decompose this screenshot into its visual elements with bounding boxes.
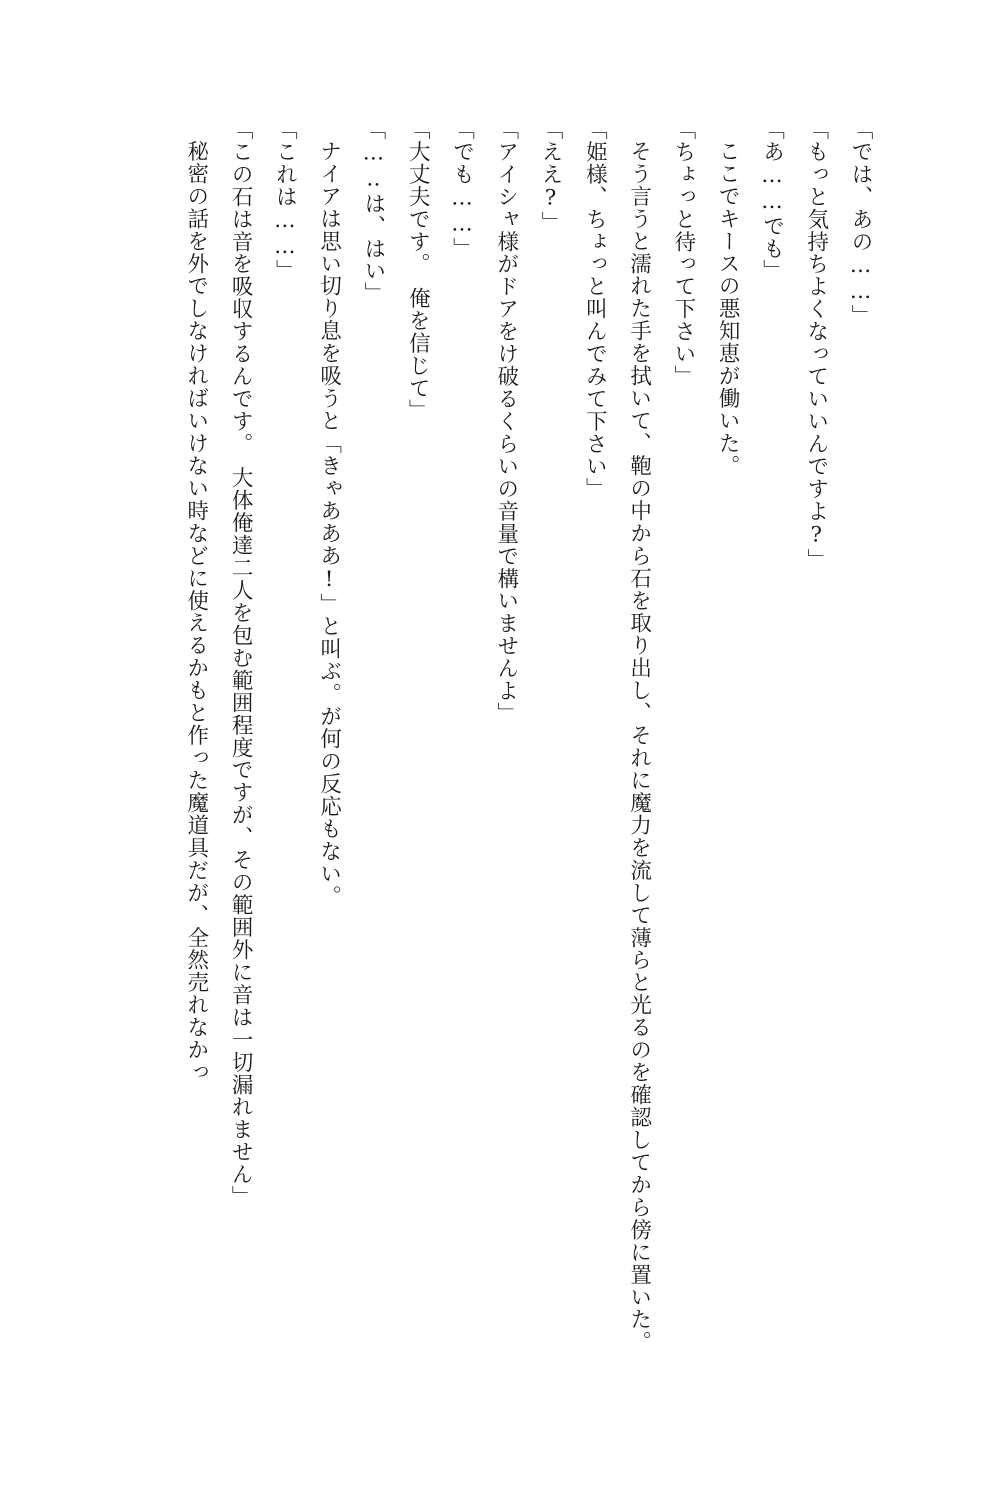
paragraph: 「あ……でも」 [759,118,785,283]
vertical-text-body [80,118,882,1390]
paragraph: 「でも……」 [449,118,475,260]
paragraph: 「ちょっと待って下さい」 [670,118,696,388]
paragraph: 「大丈夫です。 俺を信じて」 [405,118,431,422]
paragraph: ナイアは思い切り息を吸うと「きゃあああ!」と叫ぶ。が何の反応もない。 [316,139,342,907]
paragraph: そう言うと濡れた手を拭いて、鞄の中から石を取り出し、それに魔力を流して薄らと光るのを確認してから傍に置いた。 [626,139,652,1353]
paragraph: 秘密の話を外でしなければいけない時などに使えるかもと作った魔道具だが、全然売れなかっ [183,139,209,1084]
paragraph: 「…‥は、はい」 [360,118,386,305]
paragraph: 「では、あの……」 [848,118,873,328]
paragraph: 「アイシャ様がドアをけ破るくらいの音量で構いませんよ」 [493,118,519,725]
paragraph: 「もっと気持ちよくなっていいんですよ?」 [803,118,829,571]
paragraph: 「これは……」 [272,118,298,283]
paragraph: 「ええ?」 [538,118,564,234]
paragraph: 「この石は音を吸収するんです。 大体俺達二人を包む範囲程度ですが、その範囲外に音は一切漏れません」 [228,118,254,1209]
paragraph: ここでキースの悪知恵が働いた。 [715,139,741,477]
paragraph: 「姫様、ちょっと叫んでみて下さい」 [582,118,608,500]
